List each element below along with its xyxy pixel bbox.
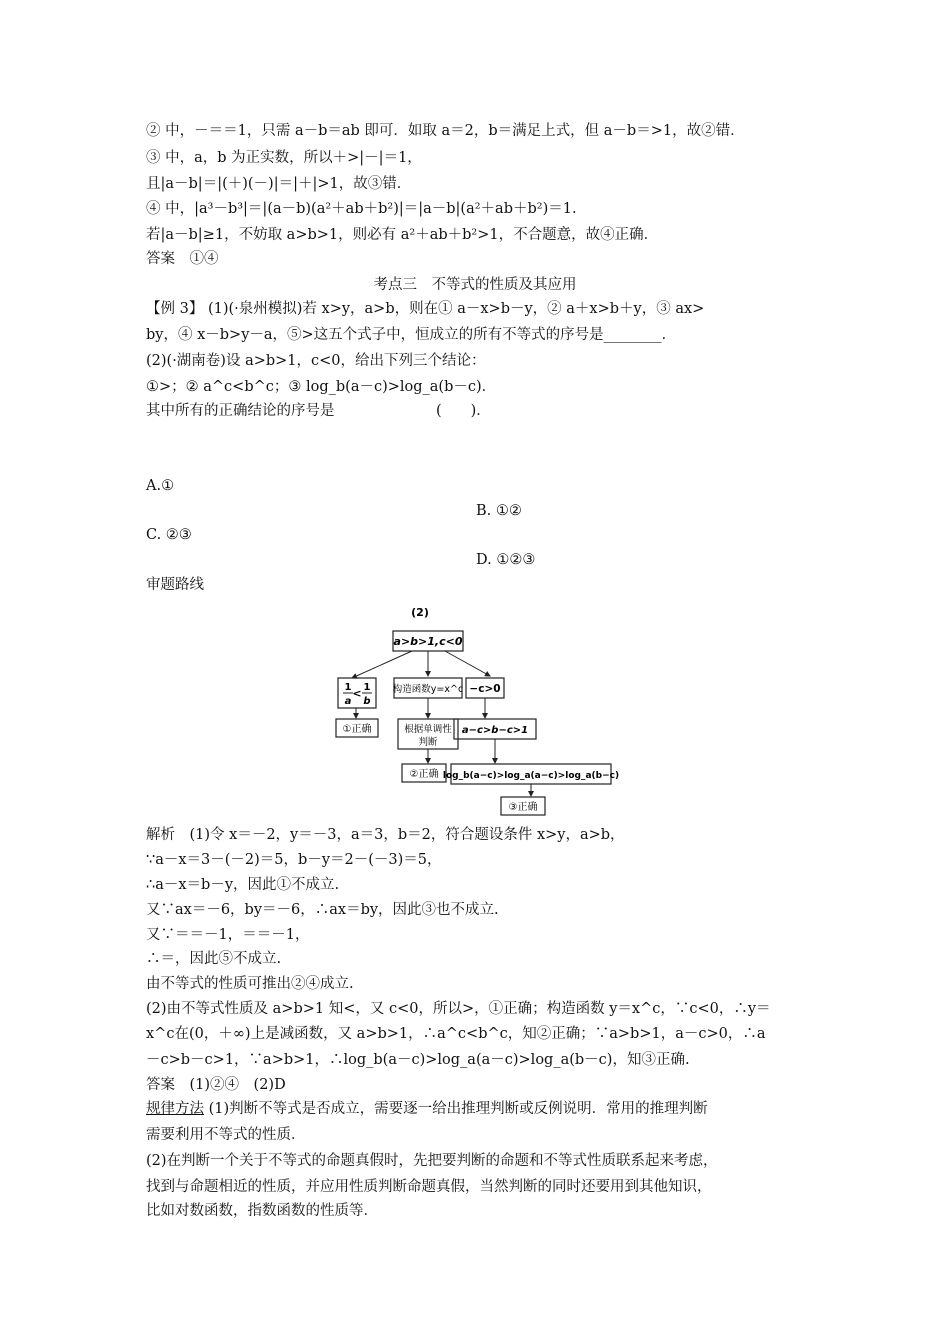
solution-line-8: (2)由不等式性质及 a>b>1 知<，又 c<0，所以>，①正确；构造函数 y＝x^c，∵c<0，∴y＝ [146,1001,771,1017]
text-line-5: 若|a－b|≥1，不妨取 a>b>1，则必有 a²＋ab＋b²>1，不合题意，故④正确． [146,227,659,243]
solution-line-3: ∴a－x＝b－y，因此①不成立. [146,877,340,893]
example-3-line-2: by，④ x－b>y－a，⑤>这五个式子中，恒成立的所有不等式的序号是________． [146,327,677,343]
solution-line-7: 由不等式的性质可推出②④成立. [146,976,354,992]
text-line-3: 且|a－b|＝|(＋)(－)|＝|＋|>1，故③错． [146,176,412,192]
option-d: D. ①②③ [476,552,536,568]
text-line-2: ③ 中，a，b 为正实数，所以＋>|－|＝1， [146,150,422,166]
solution-line-1: 解析 (1)令 x＝－2，y＝－3，a＝3，b＝2，符合题设条件 x>y，a>b， [146,827,625,843]
method-line-4: 找到与命题相近的性质，并应用性质判断命题真假，当然判断的同时还要用到其他知识， [146,1179,712,1195]
fraction-den-a: a [344,696,352,707]
reasoning-flowchart [330,602,630,818]
fraction-lt: < [352,687,362,700]
method-label: 规律方法 [146,1101,204,1117]
answer-1: 答案 ①④ [146,251,219,267]
method-text-1: (1)判断不等式是否成立，需要逐一给出推理判断或反例说明．常用的推理判断 [204,1101,708,1117]
monotonic-text-1: 根据单调性 [404,724,452,735]
example-3-question: 其中所有的正确结论的序号是 ( )． [146,403,491,419]
example-3-conclusions: ①>；② a^c<b^c；③ log_b(a－c)>log_a(b－c)． [146,379,497,395]
option-c: C. ②③ [146,527,192,543]
section-heading: 考点三 不等式的性质及其应用 [373,277,577,293]
route-label: 审题路线 [146,577,204,593]
text-line-4: ④ 中，|a³－b³|＝|(a－b)(a²＋ab＋b²)|＝|a－b|(a²＋ab＋b²)＝1. [146,201,577,217]
root-text: a>b>1,c<0 [393,635,463,648]
solution-line-5: 又∵＝＝－1，＝＝－1， [146,927,310,943]
monotonic-text-2: 判断 [418,737,438,748]
correct-1-text: ①正确 [342,724,372,735]
answer-2: 答案 (1)②④ (2)D [146,1077,286,1093]
correct-3-text: ③正确 [508,802,538,813]
example-3-part-2: (2)(·湖南卷)设 a>b>1，c<0，给出下列三个结论： [146,353,486,369]
neg-c-text: −c>0 [469,683,501,695]
construct-text: 构造函数y=x^c [392,684,464,695]
solution-line-10: －c>b－c>1，∵a>b>1，∴log_b(a－c)>log_a(a－c)>log_a(b－c)，知③正确. [146,1052,690,1068]
text-line-1: ② 中，－＝＝1，只需 a－b＝ab 即可．如取 a＝2，b＝满足上式，但 a－b＝>1，故②错． [146,123,745,139]
solution-line-6: ∴＝，因此⑤不成立. [146,951,282,967]
solution-line-2: ∵a－x＝3－(－2)＝5，b－y＝2－(－3)＝5， [146,852,442,868]
example-3-line-1: 【例 3】 (1)(·泉州模拟)若 x>y，a>b，则在① a－x>b－y，② a＋x>b＋y，③ ax> [146,301,705,317]
diagram-title: (2) [411,606,429,619]
fraction-den-b: b [363,696,371,707]
solution-line-4: 又∵ax＝－6，by＝－6，∴ax＝by，因此③也不成立. [146,902,499,918]
option-b: B. ①② [476,503,522,519]
chain-text: a−c>b−c>1 [461,725,529,736]
method-line-1 [146,1099,816,1119]
method-line-2: 需要利用不等式的性质． [146,1127,306,1143]
method-line-5: 比如对数函数，指数函数的性质等． [146,1203,378,1219]
method-line-3: (2)在判断一个关于不等式的命题真假时，先把要判断的命题和不等式性质联系起来考虑， [146,1153,718,1169]
option-a: A.① [146,478,175,494]
solution-line-9: x^c在(0，＋∞)上是减函数，又 a>b>1，∴a^c<b^c，知②正确；∵a>b>1，a－c>0，∴a [146,1026,766,1042]
correct-2-text: ②正确 [409,769,439,780]
log-chain-text: log_b(a−c)>log_a(a−c)>log_a(b−c) [442,771,620,781]
fraction-num-b: 1 [363,682,371,693]
fraction-num-a: 1 [344,682,352,693]
